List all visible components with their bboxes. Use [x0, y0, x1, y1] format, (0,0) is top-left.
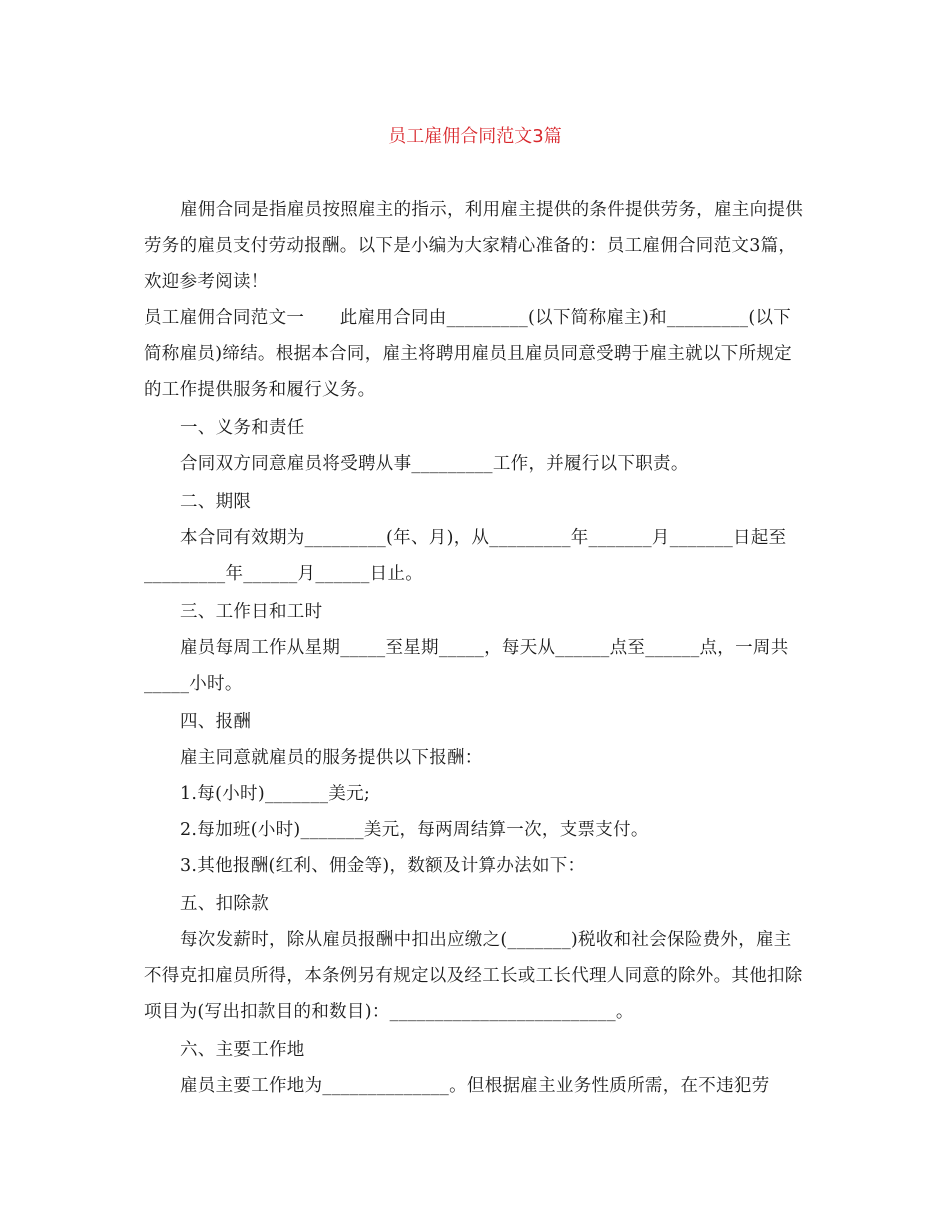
pay-item: 1.每(小时)_______美元; [180, 784, 371, 804]
section-paragraph: 本合同有效期为_________(年、月)，从_________年_______月_______日起至_________年______月______日止。 [144, 528, 787, 584]
section-paragraph: 雇员每周工作从星期_____至星期_____，每天从______点至______点，一周共_____小时。 [144, 638, 789, 694]
section-paragraph: 合同双方同意雇员将受聘从事_________工作，并履行以下职责。 [180, 454, 689, 474]
section-heading: 四、报酬 [180, 712, 252, 732]
pay-item: 2.每加班(小时)_______美元，每两周结算一次，支票支付。 [180, 820, 649, 840]
pay-item: 3.其他报酬(红利、佣金等)，数额及计算办法如下： [180, 856, 586, 876]
section-heading: 五、扣除款 [180, 894, 269, 914]
section-paragraph: 雇员主要工作地为______________。但根据雇主业务性质所需，在不违犯劳 [180, 1076, 770, 1096]
intro-paragraph: 雇佣合同是指雇员按照雇主的指示，利用雇主提供的条件提供劳务，雇主向提供劳务的雇员支付劳动报酬。以下是小编为大家精心准备的：员工雇佣合同范文3篇，欢迎参考阅读！ [144, 200, 803, 292]
document-body [144, 192, 804, 1104]
contract-intro-paragraph: 员工雇佣合同范文一 此雇用合同由_________(以下简称雇主)和_________(以下简称雇员)缔结。根据本合同，雇主将聘用雇员且雇员同意受聘于雇主就以下所规定的工作提供服务和履行义务。 [144, 308, 792, 400]
section-heading: 六、主要工作地 [180, 1040, 305, 1060]
section-heading: 二、期限 [180, 492, 252, 512]
section-heading: 一、义务和责任 [180, 418, 305, 438]
section-heading: 三、工作日和工时 [180, 602, 323, 622]
section-paragraph: 每次发薪时，除从雇员报酬中扣出应缴之(_______)税收和社会保险费外，雇主不得克扣雇员所得，本条例另有规定以及经工长或工长代理人同意的除外。其他扣除项目为(写出扣款目的和数目)：_________________________。 [144, 930, 803, 1022]
section-paragraph: 雇主同意就雇员的服务提供以下报酬： [180, 748, 483, 768]
document-title: 员工雇佣合同范文3篇 [388, 126, 562, 147]
